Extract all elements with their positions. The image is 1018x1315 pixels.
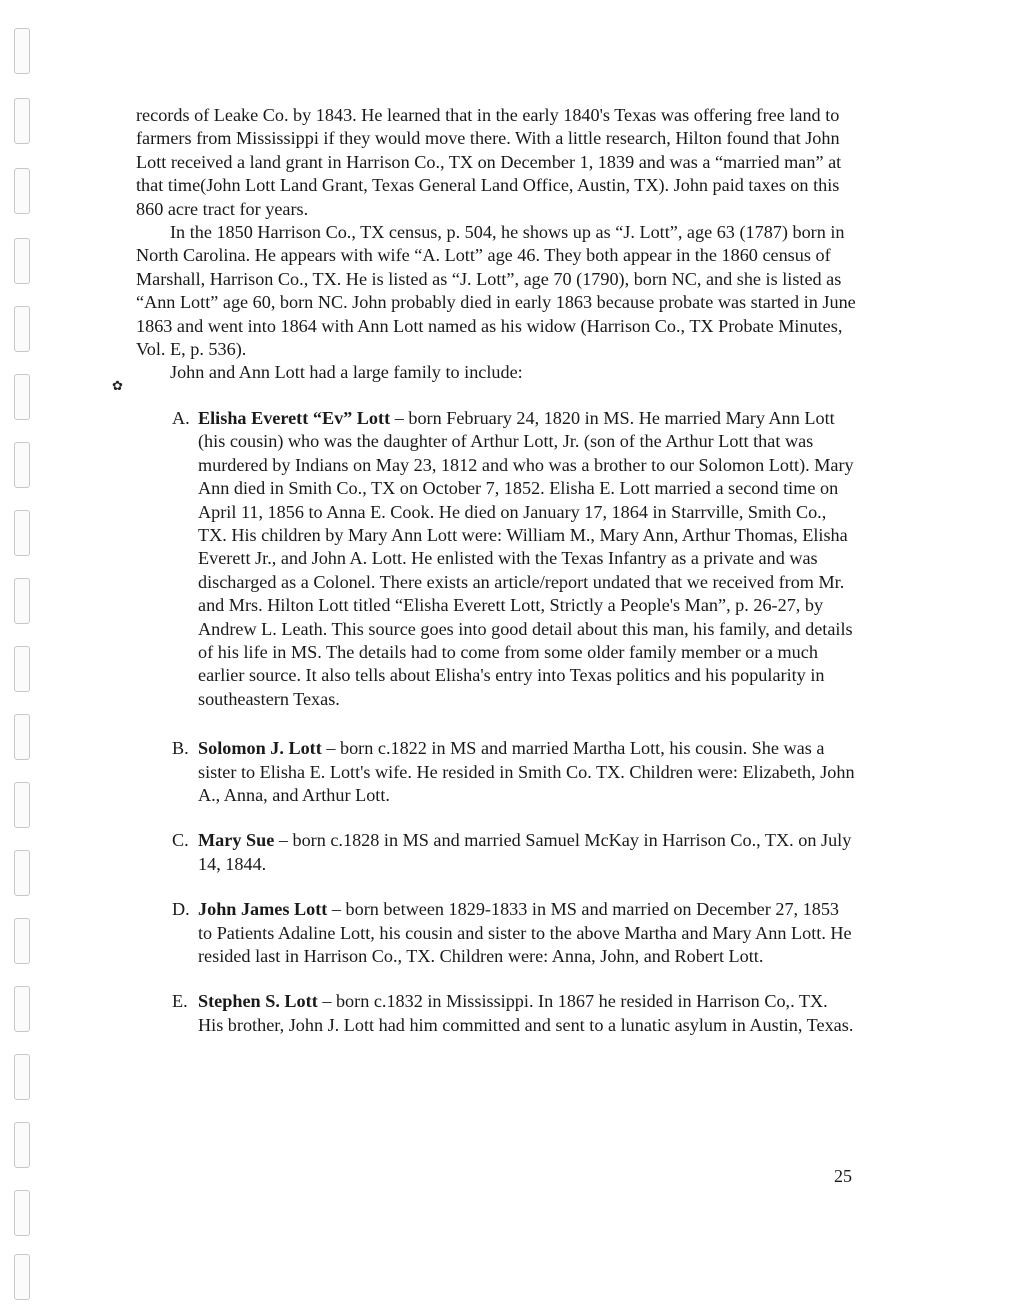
child-entry — [172, 737, 856, 807]
binder-ring — [14, 1054, 30, 1100]
binder-ring — [14, 850, 30, 896]
margin-mark: ✿ — [112, 378, 123, 393]
binder-ring — [14, 646, 30, 692]
binder-ring — [14, 442, 30, 488]
entry-letter: C. — [172, 830, 189, 851]
child-text: – born c.1822 in MS and married Martha Lott, his cousin. She was a sister to Elisha E. Lott's wife. He resided in Smith Co. TX. Children were: Elizabeth, John A., Anna, and Arthur Lott. — [198, 738, 855, 805]
binder-ring — [14, 1254, 30, 1300]
binder-ring — [14, 578, 30, 624]
binder-ring — [14, 714, 30, 760]
intro-paragraph: In the 1850 Harrison Co., TX census, p. 504, he shows up as “J. Lott”, age 63 (1787) born in North Carolina. He appears with wife “A. Lott” age 46. They both appear in the 1860 census of Marshall, Harrison Co., TX. He is listed as “J. Lott”, age 70 (1790), born NC, and she is listed as “Ann Lott” age 60, born NC. John probably died in early 1863 because probate was started in June 1863 and went into 1864 with Ann Lott named as his widow (Harrison Co., TX Probate Minutes, Vol. E, p. 536). — [136, 222, 856, 360]
child-entry — [172, 407, 856, 711]
binder-ring — [14, 1190, 30, 1236]
binder-ring — [14, 98, 30, 144]
binder-ring — [14, 782, 30, 828]
page-number: 25 — [834, 1166, 852, 1186]
binder-ring — [14, 510, 30, 556]
child-entry — [172, 898, 856, 968]
binder-ring — [14, 238, 30, 284]
binder-ring — [14, 28, 30, 74]
child-text: – born between 1829-1833 in MS and married on December 27, 1853 to Patients Adaline Lott, his cousin and sister to the above Martha and Mary Ann Lott. He resided last in Harrison Co., TX. Children were: Anna, John, and Robert Lott. — [198, 899, 852, 966]
child-entry — [172, 829, 856, 876]
child-text: – born c.1828 in MS and married Samuel McKay in Harrison Co., TX. on July 14, 1844. — [198, 830, 852, 874]
entry-letter: E. — [172, 991, 188, 1012]
binder-ring — [14, 374, 30, 420]
child-name: Solomon J. Lott — [198, 738, 322, 759]
intro-paragraph: John and Ann Lott had a large family to include: — [170, 362, 523, 383]
entry-letter: A. — [172, 407, 190, 428]
binder-ring — [14, 986, 30, 1032]
binder-rings — [8, 28, 38, 1298]
entry-letter: D. — [172, 899, 190, 920]
entry-letter: B. — [172, 738, 189, 759]
binder-ring — [14, 168, 30, 214]
intro-paragraph: records of Leake Co. by 1843. He learned that in the early 1840's Texas was offering free land to farmers from Mississippi if they would move there. With a little research, Hilton found that John Lott received a land grant in Harrison Co., TX on December 1, 1839 and was a “married man” at that time(John Lott Land Grant, Texas General Land Office, Austin, TX). John paid taxes on this 860 acre tract for years. — [136, 105, 842, 219]
child-name: John James Lott — [198, 899, 328, 920]
binder-ring — [14, 918, 30, 964]
child-entry — [172, 990, 856, 1037]
child-text: – born c.1832 in Mississippi. In 1867 he resided in Harrison Co,. TX. His brother, John J. Lott had him committed and sent to a lunatic asylum in Austin, Texas. — [198, 991, 854, 1035]
document-body — [136, 104, 856, 1037]
child-name: Stephen S. Lott — [198, 991, 318, 1012]
binder-ring — [14, 306, 30, 352]
child-name: Mary Sue — [198, 830, 275, 851]
binder-ring — [14, 1122, 30, 1168]
child-text: – born February 24, 1820 in MS. He married Mary Ann Lott (his cousin) who was the daughter of Arthur Lott, Jr. (son of the Arthur Lott that was murdered by Indians on May 23, 1812 and who was a brother to our Solomon Lott). Mary Ann died in Smith Co., TX on October 7, 1852. Elisha E. Lott married a second time on April 11, 1856 to Anna E. Cook. He died on January 17, 1864 in Starrville, Smith Co., TX. His children by Mary Ann Lott were: William M., Mary Ann, Arthur Thomas, Elisha Everett Jr., and John A. Lott. He enlisted with the Texas Infantry as a private and was discharged as a Colonel. There exists an article/report undated that we received from Mr. and Mrs. Hilton Lott titled “Elisha Everett Lott, Strictly a People's Man”, p. 26-27, by Andrew L. Leath. This source goes into good detail about this man, his family, and details of his life in MS. The details had to come from some older family member or a much earlier source. It also tells about Elisha's entry into Texas politics and his popularity in southeastern Texas. — [198, 407, 854, 709]
child-name: Elisha Everett “Ev” Lott — [198, 407, 391, 428]
